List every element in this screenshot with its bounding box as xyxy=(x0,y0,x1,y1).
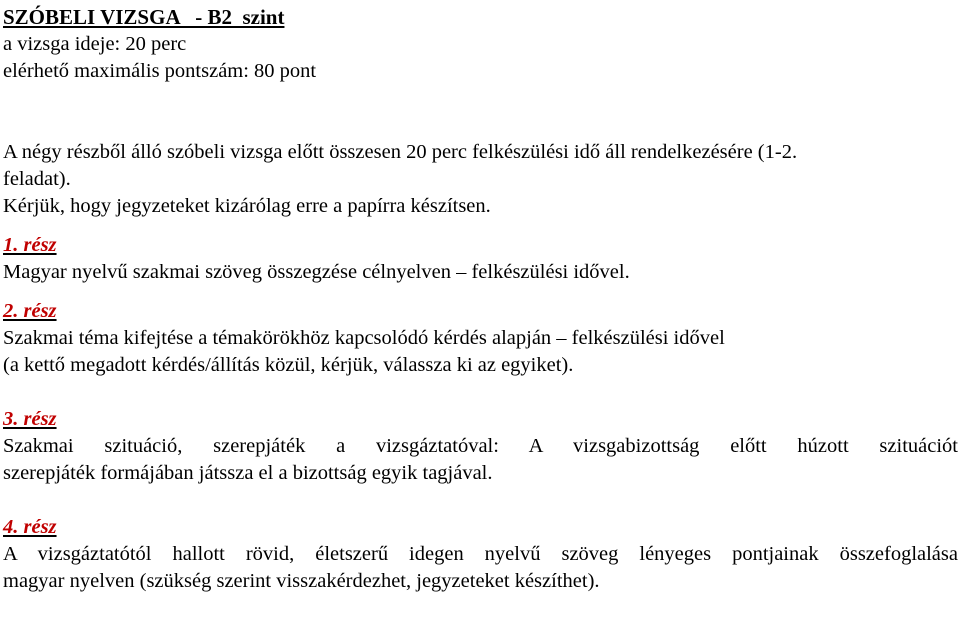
part-2-heading: 2. rész xyxy=(3,300,57,322)
part-3-heading: 3. rész xyxy=(3,408,57,430)
exam-title: SZÓBELI VIZSGA - B2 szint xyxy=(3,5,285,29)
intro-line-1: A négy részből álló szóbeli vizsga előtt összesen 20 perc felkészülési idő áll rendelkezésére (1-2. xyxy=(3,141,798,163)
intro-line-3: Kérjük, hogy jegyzeteket kizárólag erre a papírra készítsen. xyxy=(3,195,491,217)
exam-duration: a vizsga ideje: 20 perc xyxy=(3,33,187,55)
intro-line-2: feladat). xyxy=(3,168,71,190)
part-4-text-line-2: magyar nyelven (szükség szerint visszakérdezhet, jegyzeteket készíthet). xyxy=(3,570,600,592)
part-2-text-line-2: (a kettő megadott kérdés/állítás közül, kérjük, válassza ki az egyiket). xyxy=(3,354,574,376)
exam-max-points: elérhető maximális pontszám: 80 pont xyxy=(3,60,317,82)
part-4-text-line-1: A vizsgáztatótól hallott rövid, életszerű idegen nyelvű szöveg lényeges pontjainak összefoglalása xyxy=(3,543,958,565)
part-1-heading: 1. rész xyxy=(3,234,57,256)
part-3-text-line-2: szerepjáték formájában játssza el a bizottság egyik tagjával. xyxy=(3,462,493,484)
part-1-text: Magyar nyelvű szakmai szöveg összegzése célnyelven – felkészülési idővel. xyxy=(3,261,630,283)
exam-instructions-page xyxy=(3,4,958,595)
part-4-heading: 4. rész xyxy=(3,516,57,538)
part-3-text-line-1: Szakmai szituáció, szerepjáték a vizsgáztatóval: A vizsgabizottság előtt húzott szituációt xyxy=(3,435,958,457)
part-2-text-line-1: Szakmai téma kifejtése a témakörökhöz kapcsolódó kérdés alapján – felkészülési idővel xyxy=(3,327,725,349)
